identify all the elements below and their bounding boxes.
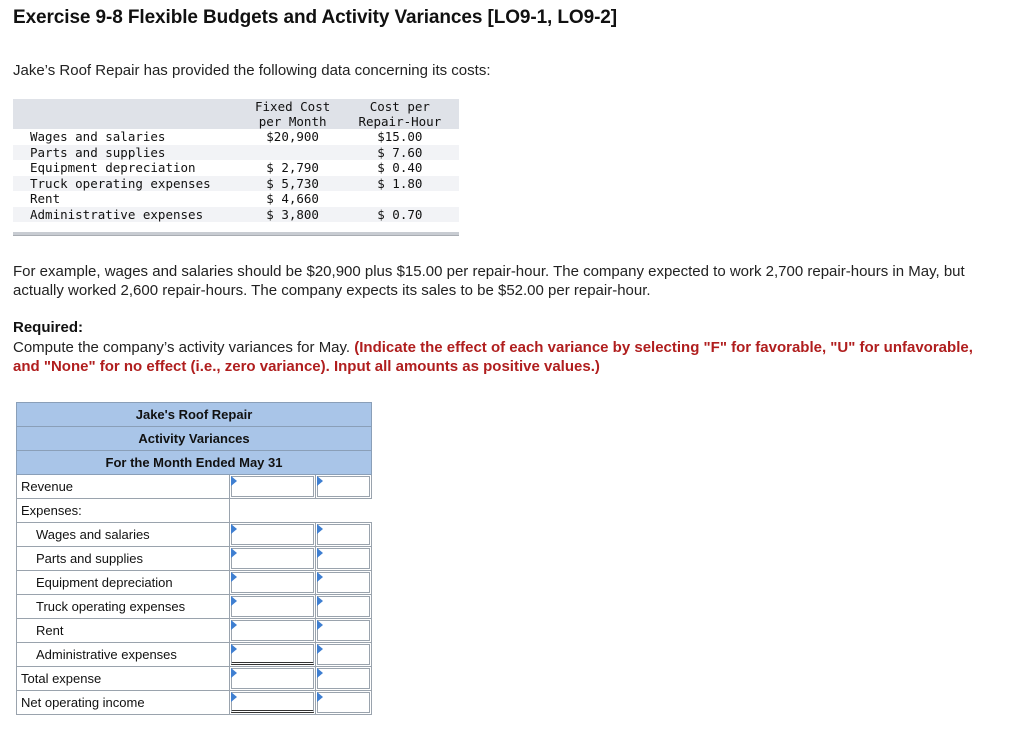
table-row <box>17 643 372 667</box>
dropdown-marker-icon <box>317 644 323 654</box>
cost-row-label: Wages and salaries <box>30 129 166 144</box>
table-row <box>17 691 372 715</box>
net-income-amount-input[interactable] <box>230 691 316 715</box>
input-marker-icon <box>231 476 237 486</box>
parts-amount-input[interactable] <box>230 547 316 571</box>
row-label-total: Total expense <box>17 667 230 691</box>
required-question: Compute the company’s activity variances for May. <box>13 339 351 356</box>
fixed-cost-header-2: per Month <box>245 114 341 129</box>
dropdown-marker-icon <box>317 668 323 678</box>
input-marker-icon <box>231 620 237 630</box>
dropdown-marker-icon <box>317 572 323 582</box>
total-expense-effect-select[interactable] <box>316 667 372 691</box>
cost-table-header-row <box>13 99 459 114</box>
revenue-effect-select[interactable] <box>316 475 372 499</box>
row-label-wages: Wages and salaries <box>17 523 230 547</box>
table-row <box>17 523 372 547</box>
cost-row-fixed: $20,900 <box>266 129 319 144</box>
cost-row <box>13 207 459 223</box>
cost-row-variable <box>341 191 459 207</box>
input-marker-icon <box>231 692 237 702</box>
cost-row <box>13 160 459 176</box>
cost-row-label: Parts and supplies <box>13 145 245 161</box>
table-row <box>17 499 372 523</box>
activity-variances-table <box>16 402 372 715</box>
cost-row-variable: $ 0.70 <box>341 207 459 223</box>
truck-amount-input[interactable] <box>230 595 316 619</box>
wages-effect-select[interactable] <box>316 523 372 547</box>
cost-row-label: Truck operating expenses <box>13 176 245 192</box>
equipment-amount-input[interactable] <box>230 571 316 595</box>
admin-amount-input[interactable] <box>230 643 316 667</box>
company-name-header: Jake's Roof Repair <box>17 403 372 427</box>
row-label-admin: Administrative expenses <box>17 643 230 667</box>
required-label: Required: <box>13 319 84 336</box>
cost-row-label: Rent <box>30 191 61 206</box>
example-paragraph: For example, wages and salaries should be $20,900 plus $15.00 per repair-hour. The company expected to work 2,700 repair-hours in May, but actually worked 2,600 repair-hours. The company expects its sales to be $52.00 per repair-hour. <box>13 263 965 299</box>
row-label-rent: Rent <box>17 619 230 643</box>
admin-effect-select[interactable] <box>316 643 372 667</box>
table-row <box>17 571 372 595</box>
var-cost-header-2: Repair-Hour <box>341 114 459 129</box>
table-row <box>17 595 372 619</box>
table-row <box>17 547 372 571</box>
cost-row-variable: $ 1.80 <box>341 176 459 192</box>
row-label-equipment: Equipment depreciation <box>17 571 230 595</box>
dropdown-marker-icon <box>317 524 323 534</box>
cost-row-fixed: $ 4,660 <box>266 191 319 206</box>
cost-row-variable: $15.00 <box>377 129 423 144</box>
cost-row-label: Administrative expenses <box>13 207 245 223</box>
cost-row-fixed: $ 5,730 <box>245 176 341 192</box>
total-expense-amount-input[interactable] <box>230 667 316 691</box>
cost-row <box>13 191 459 207</box>
dropdown-marker-icon <box>317 596 323 606</box>
input-marker-icon <box>231 572 237 582</box>
cost-row-variable: $ 0.40 <box>377 160 423 175</box>
var-cost-header-1: Cost per <box>341 99 459 114</box>
input-marker-icon <box>231 524 237 534</box>
wages-amount-input[interactable] <box>230 523 316 547</box>
row-label-truck: Truck operating expenses <box>17 595 230 619</box>
cost-row <box>13 145 459 161</box>
required-text <box>13 338 1003 376</box>
input-marker-icon <box>231 668 237 678</box>
report-title-header: Activity Variances <box>17 427 372 451</box>
exercise-title: Exercise 9-8 Flexible Budgets and Activity Variances [LO9-1, LO9-2] <box>13 7 617 28</box>
truck-effect-select[interactable] <box>316 595 372 619</box>
dropdown-marker-icon <box>317 692 323 702</box>
dropdown-marker-icon <box>317 620 323 630</box>
required-instruction: (Indicate the effect of each variance by selecting "F" for favorable, "U" for unfavorable, and "None" for no effect (i.e., zero variance). Input all amounts as positive values.) <box>13 339 973 375</box>
cost-row-label: Equipment depreciation <box>30 160 196 175</box>
net-income-effect-select[interactable] <box>316 691 372 715</box>
cost-row-variable: $ 7.60 <box>341 145 459 161</box>
fixed-cost-header-1: Fixed Cost <box>245 99 341 114</box>
cost-table-bottom-rule <box>13 232 459 236</box>
dropdown-marker-icon <box>317 548 323 558</box>
row-label-net: Net operating income <box>17 691 230 715</box>
cost-row-fixed <box>245 145 341 161</box>
parts-effect-select[interactable] <box>316 547 372 571</box>
rent-effect-select[interactable] <box>316 619 372 643</box>
period-header: For the Month Ended May 31 <box>17 451 372 475</box>
cost-row <box>13 129 459 145</box>
cost-row-fixed: $ 3,800 <box>245 207 341 223</box>
input-marker-icon <box>231 548 237 558</box>
cost-table-header-row-2 <box>13 114 459 129</box>
input-marker-icon <box>231 596 237 606</box>
equipment-effect-select[interactable] <box>316 571 372 595</box>
intro-text: Jake’s Roof Repair has provided the following data concerning its costs: <box>13 62 491 79</box>
dropdown-marker-icon <box>317 476 323 486</box>
table-row <box>17 667 372 691</box>
cost-row-fixed: $ 2,790 <box>266 160 319 175</box>
row-label-parts: Parts and supplies <box>17 547 230 571</box>
row-label-revenue: Revenue <box>17 475 230 499</box>
table-row <box>17 619 372 643</box>
table-row <box>17 475 372 499</box>
row-label-expenses: Expenses: <box>17 499 230 523</box>
cost-row <box>13 176 459 192</box>
input-marker-icon <box>231 644 237 654</box>
revenue-amount-input[interactable] <box>230 475 316 499</box>
rent-amount-input[interactable] <box>230 619 316 643</box>
cost-data-table <box>13 99 459 222</box>
